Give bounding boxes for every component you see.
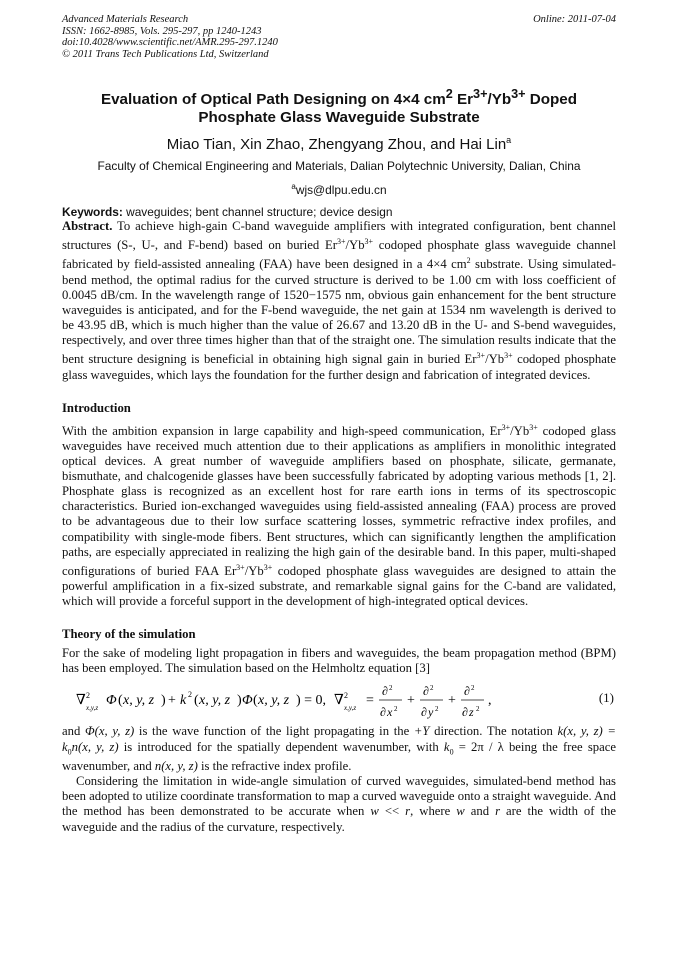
introduction-paragraph: With the ambition expansion in large capability and high-speed communication, $Er^{3+}/Yb^{3+}$ codoped glass waveguides have received much attention due to their applications as amplifiers in monolithic integrated optical devices. A great number of waveguide amplifiers based on phosphate, silicate, germanate, bismuthate, and chalcogenide glasses have been successfully fabricated by adopting various methods [1, 2]. Phosphate glass is recognized as an excellent host for rare earth ions in terms of its spectroscopic characteristics. Buried ion-exchanged waveguides using field-assisted annealing (FAA) process are proved to be advantageous due to their low surface scattering losses, symmetric refractive index profiles, and compatibility with single-mode fibers. Bent structures, which can significantly lengthen the amplification paths, are especially appreciated in realizing the high gain of the desirable band. In this paper, multi-shaped configurations of buried FAA $Er^{3+}/Yb^{3+}$ codoped phosphate glass waveguides are designed to attain the powerful amplification in a fix-sized substrate, and remarkable signal gains for the C-band are validated, which will provide a forceful support in the development of high-integrated optical devices. — [62, 422, 616, 609]
svg-text:): ) — [237, 693, 242, 709]
doi: doi:10.4028/www.scientific.net/AMR.295-297.1240 — [62, 37, 278, 48]
svg-text:∂: ∂ — [380, 705, 386, 720]
svg-text:(: ( — [118, 693, 123, 709]
svg-text:2: 2 — [188, 690, 192, 700]
abstract: Abstract. To achieve high-gain C-band waveguide amplifiers with integrated configuration, bent channel structures (S-, U-, and F-bend) based on buried $Er^{3+}/Yb^{3+}$ codoped phosphate glass waveguide channel fabricated by field-assisted annealing (FAA) have been designed in a 4×4 $cm^2$ substrate. Using simulated-bend method, the optimal radius for the curved structure is derived to be 1.00 cm with loss coefficient of 0.0045 dB/cm. In the wavelength range of 1520−1575 nm, obvious gain enhancement for the bent structure waveguides is anticipated, and for the F-bend waveguide, the net gain at 1534 nm wavelength is derived to be 43.95 dB, which is much higher than the value of 26.67 and 13.20 dB in the U- and S-bend waveguides, respectively, and over three times higher than that of the straight one. The simulation results indicate that the bent structure designing is beneficial in obtaining high signal gain in buried $Er^{3+}/Yb^{3+}$ codoped phosphate glass waveguides, which lays the foundation for the further design and fabrication of integrated devices. — [62, 219, 616, 382]
email: $^a$wjs@dlpu.edu.cn — [291, 182, 387, 198]
svg-text:x, y, z: x, y, z — [258, 693, 290, 709]
helmholtz-equation — [62, 680, 616, 722]
svg-text:+: + — [168, 693, 176, 709]
equation-graphic — [76, 680, 516, 722]
svg-text:∇: ∇ — [334, 693, 344, 709]
introduction-heading: Introduction — [62, 400, 131, 415]
svg-text:∂: ∂ — [464, 684, 470, 699]
online-date: Online: 2011-07-04 — [533, 14, 616, 25]
journal-info — [62, 14, 278, 60]
svg-text:x: x — [387, 705, 393, 720]
svg-text:,: , — [488, 693, 492, 709]
svg-text:y: y — [428, 705, 434, 720]
theory-heading: Theory of the simulation — [62, 627, 196, 642]
svg-text:x,y,z: x,y,z — [86, 704, 99, 713]
svg-text:Φ: Φ — [242, 693, 253, 709]
svg-text:(: ( — [253, 693, 258, 709]
issn: ISSN: 1662-8985, Vols. 295-297, pp 1240-1243 — [62, 25, 262, 37]
svg-text:x,y,z: x,y,z — [344, 704, 357, 713]
svg-text:∇: ∇ — [76, 693, 86, 709]
svg-text:2: 2 — [476, 705, 480, 714]
equation-number: (1) — [598, 690, 614, 706]
svg-text:2: 2 — [344, 691, 348, 701]
affiliation: Faculty of Chemical Engineering and Materials, Dalian Polytechnic University, Dalian, China — [97, 159, 581, 174]
svg-text:∂: ∂ — [421, 705, 427, 720]
svg-text:x, y, z: x, y, z — [123, 693, 155, 709]
svg-text:z: z — [469, 705, 474, 720]
svg-text:+: + — [448, 693, 456, 709]
svg-text:2: 2 — [86, 691, 90, 701]
journal-header — [62, 14, 616, 64]
svg-text:k: k — [180, 693, 187, 709]
paper-title: Evaluation of Optical Path Designing on 4×4 $cm^2$ $Er^{3+}/Yb^{3+}$ Doped Phosphate Glass Waveguide Substrate — [100, 87, 578, 126]
svg-text:∂: ∂ — [382, 684, 388, 699]
svg-text:x, y, z: x, y, z — [199, 693, 231, 709]
svg-text:+: + — [407, 693, 415, 709]
svg-text:) = 0,: ) = 0, — [296, 693, 327, 709]
authors: Miao Tian, Xin Zhao, Zhengyang Zhou, and Hai Lin$^a$ — [166, 135, 512, 154]
svg-text:∂: ∂ — [423, 684, 429, 699]
svg-text:2: 2 — [389, 684, 393, 693]
svg-text:Φ: Φ — [106, 693, 117, 709]
svg-text:2: 2 — [430, 684, 434, 693]
svg-text:∂: ∂ — [462, 705, 468, 720]
svg-text:2: 2 — [394, 705, 398, 714]
theory-paragraph-3: Considering the limitation in wide-angle simulation of curved waveguides, simulated-bend method has been adopted to utilize coordinate transformation to map a curved waveguide onto a straight waveguide. And the method has been demonstrated to be accurate when w << r, where w and r are the width of the waveguide and the radius of the curvature, respectively. — [62, 774, 616, 834]
keywords: Keywords: waveguides; bent channel structure; device design — [62, 205, 393, 220]
copyright: © 2011 Trans Tech Publications Ltd, Switzerland — [62, 48, 269, 60]
theory-paragraph-2: and Φ(x, y, z) is the wave function of the light propagating in the +Y direction. The notation k(x, y, $z) = k_0n(x$, y, z) is introduced for the spatially dependent wavenumber, with $k_0 = 2\pi / \lambda$ being the free space wavenumber, and n(x, y, z) is the refractive index profile. — [62, 724, 616, 774]
svg-text:=: = — [366, 693, 374, 709]
svg-text:2: 2 — [471, 684, 475, 693]
svg-text:): ) — [161, 693, 166, 709]
svg-text:(: ( — [194, 693, 199, 709]
svg-text:2: 2 — [435, 705, 439, 714]
journal-name: Advanced Materials Research — [62, 14, 189, 25]
theory-paragraph-1: For the sake of modeling light propagation in fibers and waveguides, the beam propagation method (BPM) has been employed. The simulation based on the Helmholtz equation [3] — [62, 646, 616, 676]
